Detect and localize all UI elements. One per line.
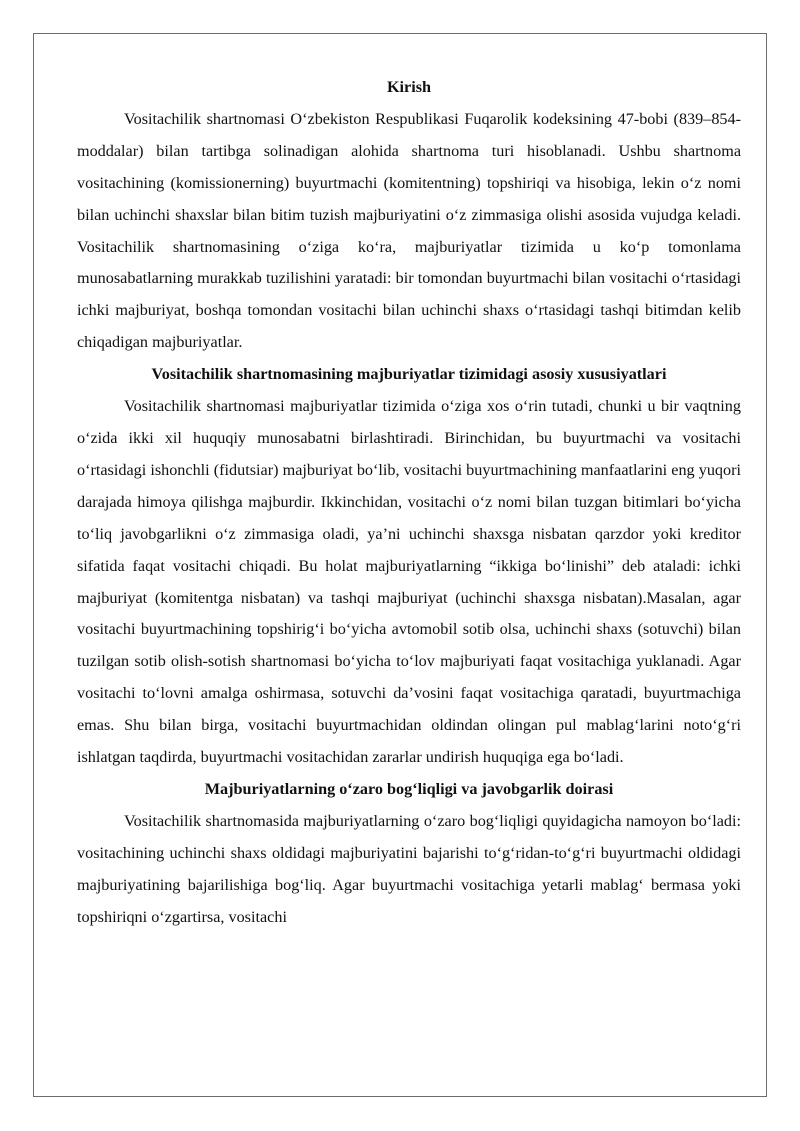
heading-interdependence: Majburiyatlarning o‘zaro bog‘liqligi va javobgarlik doirasi — [204, 779, 614, 798]
document-body — [77, 72, 741, 933]
paragraph-interdependence: Vositachilik shartnomasida majburiyatlarning o‘zaro bog‘liqligi quyidagicha namoyon bo‘ladi: vositachining uchinchi shaxs oldidagi majburiyatini bajarishi to‘g‘ridan-to‘g‘ri buyurtmachi oldidagi majburiyatining bajarilishiga bog‘liq. Agar buyurtmachi vositachiga yetarli mablag‘ bermasa yoki topshiriqni o‘zgartirsa, vositachi — [77, 811, 741, 926]
heading-introduction: Kirish — [386, 78, 432, 96]
heading-key-features: Vositachilik shartnomasining majburiyatlar tizimidagi asosiy xususiyatlari — [151, 365, 667, 384]
paragraph-introduction: Vositachilik shartnomasi O‘zbekiston Respublikasi Fuqarolik kodeksining 47-bobi (839–854-moddalar) bilan tartibga solinadigan alohida shartnoma turi hisoblanadi. Ushbu shartnoma vositachining (komissionerning) buyurtmachi (komitentning) topshiriqi va hisobiga, lekin o‘z nomi bilan uchinchi shaxslar bilan bitim tuzish majburiyatini o‘z zimmasiga olishi asosida vujudga keladi. Vositachilik shartnomasining o‘ziga ko‘ra, majburiyatlar tizimida u ko‘p tomonlama munosabatlarning murakkab tuzilishini yaratadi: bir tomondan buyurtmachi bilan vositachi o‘rtasidagi ichki majburiyat, boshqa tomondan vositachi bilan uchinchi shaxs o‘rtasidagi tashqi bitimdan kelib chiqadigan majburiyatlar. — [77, 109, 741, 352]
paragraph-key-features: Vositachilik shartnomasi majburiyatlar tizimida o‘ziga xos o‘rin tutadi, chunki u bir vaqtning o‘zida ikki xil huquqiy munosabatni birlashtiradi. Birinchidan, bu buyurtmachi va vositachi o‘rtasidagi ishonchli (fidutsiar) majburiyat bo‘lib, vositachi buyurtmachining manfaatlarini eng yuqori darajada himoya qilishga majburdir. Ikkinchidan, vositachi o‘z nomi bilan tuzgan bitimlari bo‘yicha to‘liq javobgarlikni o‘z zimmasiga oladi, ya’ni uchinchi shaxsga nisbatan qarzdor yoki kreditor sifatida faqat vositachi chiqadi. Bu holat majburiyatlarning “ikkiga bo‘linishi” deb ataladi: ichki majburiyat (komitentga nisbatan) va tashqi majburiyat (uchinchi shaxsga nisbatan).Masalan, agar vositachi buyurtmachining topshirig‘i bo‘yicha avtomobil sotib olsa, uchinchi shaxs (sotuvchi) bilan tuzilgan sotib olish-sotish shartnomasi bo‘yicha to‘lov majburiyati faqat vositachiga yuklanadi. Agar vositachi to‘lovni amalga oshirmasa, sotuvchi da’vosini faqat vositachiga qaratadi, buyurtmachiga emas. Shu bilan birga, vositachi buyurtmachidan oldindan olingan pul mablag‘larini noto‘g‘ri ishlatgan taqdirda, buyurtmachi vositachidan zararlar undirish huquqiga ega bo‘ladi. — [77, 397, 741, 767]
